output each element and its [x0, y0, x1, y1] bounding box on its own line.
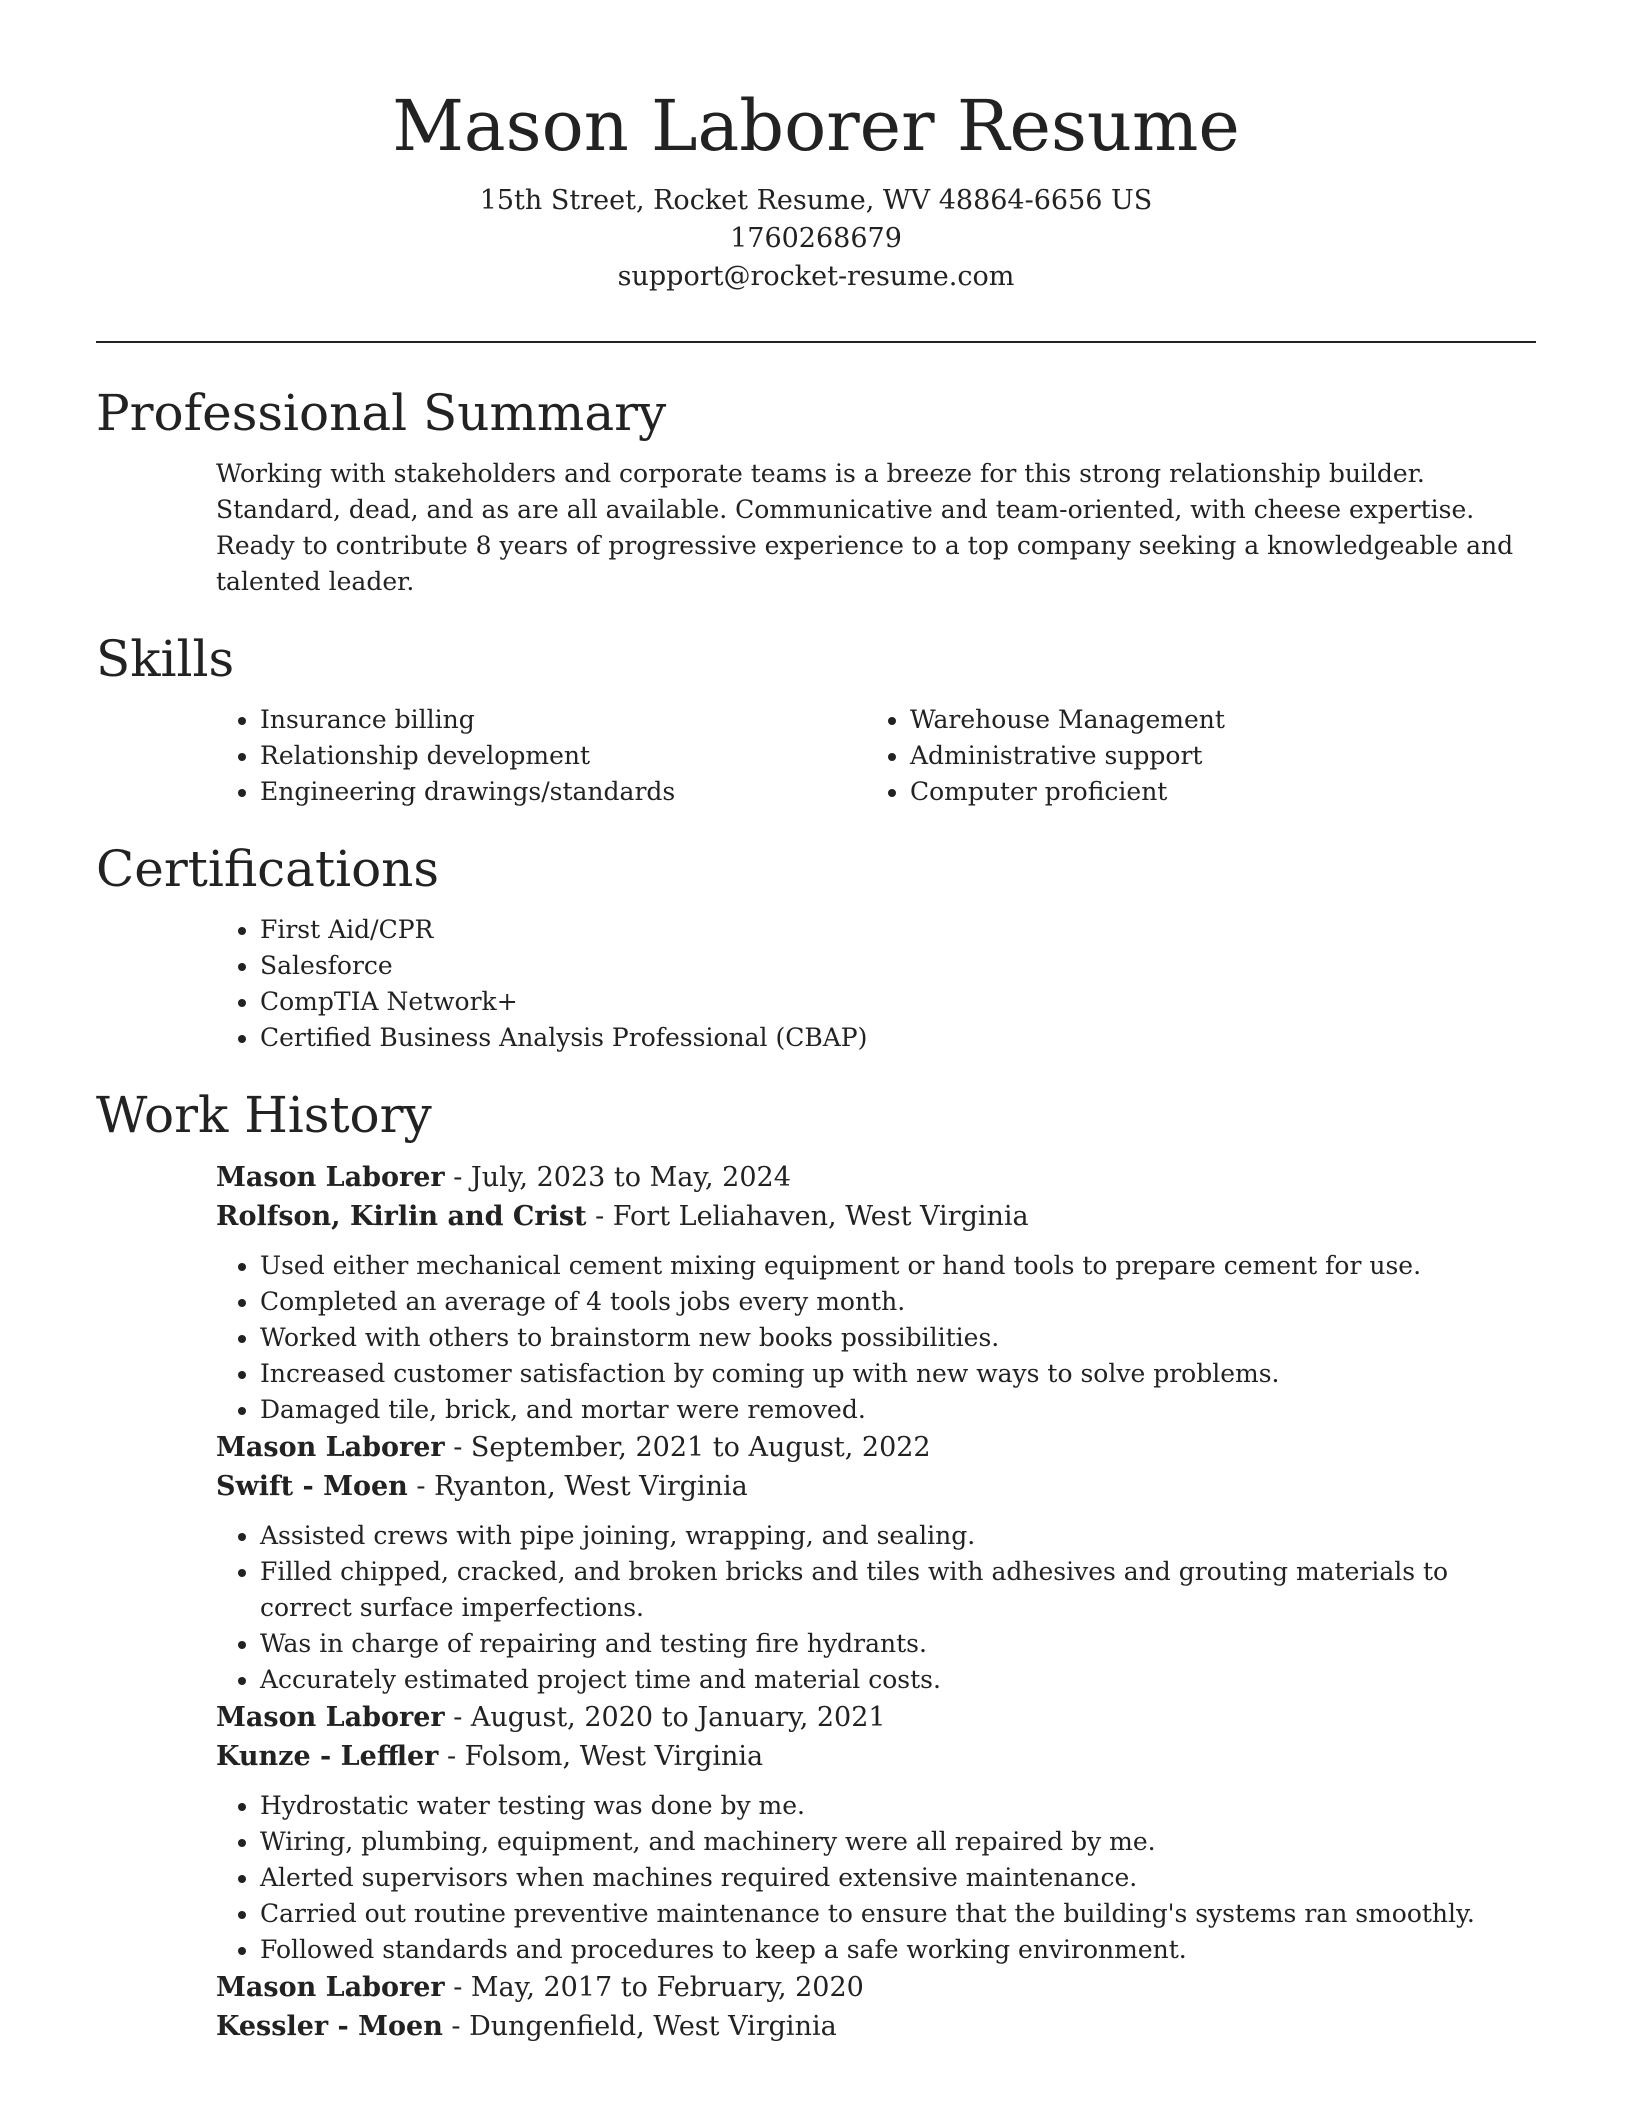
job-duty-item: • Accurately estimated project time and material costs. — [260, 1662, 1536, 1698]
job-company: Kunze - Leffler — [216, 1741, 439, 1772]
skill-item: • Relationship development — [260, 738, 866, 774]
job-dates: - May, 2017 to February, 2020 — [444, 1972, 864, 2003]
job-duties-list — [216, 1518, 1536, 1698]
job-company-line — [216, 1467, 1536, 1506]
skill-item: • Administrative support — [910, 738, 1516, 774]
resume-body — [96, 378, 1536, 2058]
job-duties-list — [216, 1248, 1536, 1428]
job-duty-item: • Alerted supervisors when machines required extensive maintenance. — [260, 1860, 1536, 1896]
job-duty-item: • Worked with others to brainstorm new books possibilities. — [260, 1320, 1536, 1356]
skills-column-left — [216, 702, 866, 810]
skill-item: • Insurance billing — [260, 702, 866, 738]
job-location: - Fort Leliahaven, West Virginia — [586, 1201, 1029, 1232]
job-company-line — [216, 2007, 1536, 2046]
job-duty-item: • Used either mechanical cement mixing equipment or hand tools to prepare cement for use. — [260, 1248, 1536, 1284]
job-entry — [216, 1428, 1536, 1698]
contact-address: 15th Street, Rocket Resume, WV 48864-6656 US — [479, 185, 1153, 216]
job-company-line — [216, 1737, 1536, 1776]
job-duty-item: • Wiring, plumbing, equipment, and machinery were all repaired by me. — [260, 1824, 1536, 1860]
job-duty-item: • Hydrostatic water testing was done by me. — [260, 1788, 1536, 1824]
job-duty-item: • Filled chipped, cracked, and broken bricks and tiles with adhesives and grouting materials to correct surface imperfections. — [260, 1554, 1536, 1626]
job-location: - Ryanton, West Virginia — [407, 1471, 748, 1502]
job-title-line — [216, 1968, 1536, 2007]
job-duty-item: • Increased customer satisfaction by coming up with new ways to solve problems. — [260, 1356, 1536, 1392]
certifications-section — [96, 834, 1536, 1056]
job-title-line — [216, 1698, 1536, 1737]
job-duty-item: • Followed standards and procedures to keep a safe working environment. — [260, 1932, 1536, 1968]
summary-section — [96, 378, 1536, 600]
work-history-section — [96, 1080, 1536, 2046]
job-duties-list — [216, 1788, 1536, 1968]
certification-item: • First Aid/CPR — [260, 912, 1536, 948]
job-title: Mason Laborer — [216, 1432, 445, 1463]
summary-text: Working with stakeholders and corporate teams is a breeze for this strong relationship builder. Standard, dead, and as are all available. Communicative and team-oriented, with cheese expertise. Ready to contribute 8 years of progressive experience to a top company seeking a knowledgeable and talented leader. — [216, 459, 1514, 596]
contact-email: support@rocket-resume.com — [617, 261, 1015, 292]
job-duty-item: • Completed an average of 4 tools jobs every month. — [260, 1284, 1536, 1320]
certification-item: • Certified Business Analysis Professional (CBAP) — [260, 1020, 1536, 1056]
skills-list-right — [866, 702, 1516, 810]
job-dates: - August, 2020 to January, 2021 — [444, 1702, 886, 1733]
job-location: - Dungenfield, West Virginia — [442, 2011, 837, 2042]
skill-item: • Computer proficient — [910, 774, 1516, 810]
job-title: Mason Laborer — [216, 1162, 445, 1193]
skills-heading: Skills — [96, 630, 235, 688]
job-title: Mason Laborer — [216, 1702, 445, 1733]
certification-item: • Salesforce — [260, 948, 1536, 984]
job-dates: - September, 2021 to August, 2022 — [444, 1432, 931, 1463]
summary-heading: Professional Summary — [96, 384, 667, 442]
certifications-list — [216, 912, 1536, 1056]
job-duty-item: • Damaged tile, brick, and mortar were removed. — [260, 1392, 1536, 1428]
job-entry — [216, 1968, 1536, 2046]
skill-item: • Engineering drawings/standards — [260, 774, 866, 810]
certifications-list-wrap — [216, 912, 1536, 1056]
job-company: Swift - Moen — [216, 1471, 408, 1502]
work-history-heading: Work History — [96, 1086, 432, 1144]
job-company: Rolfson, Kirlin and Crist — [216, 1201, 587, 1232]
job-duty-item: • Carried out routine preventive maintenance to ensure that the building's systems ran smoothly. — [260, 1896, 1536, 1932]
job-company-line — [216, 1197, 1536, 1236]
job-company: Kessler - Moen — [216, 2011, 443, 2042]
header-divider — [96, 341, 1536, 343]
skills-grid — [216, 702, 1536, 810]
skills-column-right — [866, 702, 1516, 810]
job-dates: - July, 2023 to May, 2024 — [444, 1162, 791, 1193]
skill-item: • Warehouse Management — [910, 702, 1516, 738]
job-duty-item: • Assisted crews with pipe joining, wrapping, and sealing. — [260, 1518, 1536, 1554]
job-title-line — [216, 1158, 1536, 1197]
job-title: Mason Laborer — [216, 1972, 445, 2003]
job-entry — [216, 1698, 1536, 1968]
skills-list-left — [216, 702, 866, 810]
skills-section — [96, 624, 1536, 810]
job-title-line — [216, 1428, 1536, 1467]
resume-header — [0, 80, 1632, 296]
job-duty-item: • Was in charge of repairing and testing fire hydrants. — [260, 1626, 1536, 1662]
certification-item: • CompTIA Network+ — [260, 984, 1536, 1020]
job-entry — [216, 1158, 1536, 1428]
job-location: - Folsom, West Virginia — [438, 1741, 764, 1772]
contact-phone: 1760268679 — [730, 223, 902, 254]
resume-title: Mason Laborer Resume — [392, 85, 1240, 167]
certifications-heading: Certifications — [96, 840, 440, 898]
